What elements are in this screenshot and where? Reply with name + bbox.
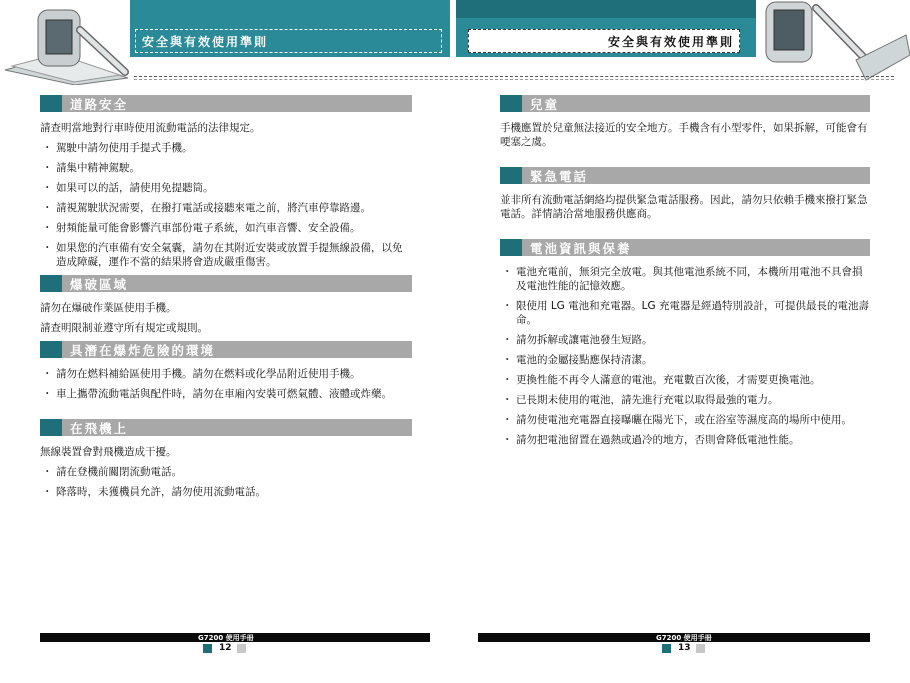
header-band-right-top — [456, 0, 756, 18]
section-header-road-safety — [40, 95, 412, 112]
list-item: ・ 駕駛中請勿使用手提式手機。 — [42, 142, 193, 154]
section-header-explosive-atmosphere — [40, 341, 412, 358]
list-item: ・ 請勿把電池留置在過熱或過冷的地方，否則會降低電池性能。 — [502, 434, 800, 446]
page-number-right: 13 — [678, 643, 691, 653]
section-header-emergency-calls — [500, 167, 870, 184]
list-item: ・ 請勿在燃料補給區使用手機。請勿在燃料或化學品附近使用手機。 — [42, 368, 361, 380]
footer-label-right: G7200 使用手冊 — [656, 634, 712, 642]
paragraph: 手機應置於兒童無法接近的安全地方。手機含有小型零件，如果拆解，可能會有哽塞之虞。 — [500, 122, 868, 148]
paragraph: 請查明限制並遵守所有規定或規則。 — [40, 322, 208, 334]
list-item: ・ 電池的金屬接點應保持清潔。 — [502, 354, 653, 366]
list-item: ・ 已長期未使用的電池，請先進行充電以取得最強的電力。 — [502, 394, 779, 406]
list-item: ・ 如果您的汽車備有安全氣囊，請勿在其附近安裝或放置手提無線設備，以免造成障礙，運作不當的結果將會造成嚴重傷害。 — [42, 242, 403, 268]
paragraph: 請查明當地對行車時使用流動電話的法律規定。 — [40, 122, 261, 134]
list-item: ・ 車上攜帶流動電話與配件時，請勿在車廂內安裝可燃氣體、液體或炸藥。 — [42, 388, 392, 400]
left-page — [40, 95, 412, 505]
page-marker-right-gray — [696, 644, 705, 653]
list-item: ・ 請在登機前關閉流動電話。 — [42, 466, 182, 478]
list-item: ・ 請勿拆解或讓電池發生短路。 — [502, 334, 653, 346]
list-item: ・ 請勿使電池充電器直接曝曬在陽光下，或在浴室等濕度高的場所中使用。 — [502, 414, 852, 426]
header-rule-secondary — [134, 79, 894, 80]
page-marker-left-gray — [237, 644, 246, 653]
phone-illustration-left — [0, 0, 130, 85]
section-header-battery — [500, 239, 870, 256]
list-item: ・ 請集中精神駕駛。 — [42, 162, 140, 174]
page-marker-right — [662, 644, 671, 653]
section-header-blasting-area — [40, 275, 412, 292]
section-title: 爆破區域 — [70, 276, 129, 292]
list-item: ・ 降落時，未獲機員允許，請勿使用流動電話。 — [42, 486, 266, 498]
paragraph: 請勿在爆破作業區使用手機。 — [40, 302, 177, 314]
right-page — [500, 95, 870, 453]
list-item: ・ 請視駕駛狀況需要，在撥打電話或接聽來電之前，將汽車停靠路邊。 — [42, 202, 371, 214]
page-number-left: 12 — [219, 643, 232, 653]
section-title: 電池資訊與保養 — [530, 240, 632, 256]
header-rule — [134, 76, 894, 77]
section-title: 具潛在爆炸危險的環境 — [70, 342, 216, 358]
section-title: 道路安全 — [70, 96, 129, 112]
phone-illustration-right — [756, 0, 910, 85]
list-item: ・ 電池充電前，無須完全放電。與其他電池系統不同，本機所用電池不具會損及電池性能的記憶效應。 — [502, 266, 863, 292]
page-marker-left — [203, 644, 212, 653]
list-item: ・ 更換性能不再令人滿意的電池。充電數百次後，才需要更換電池。 — [502, 374, 821, 386]
section-title: 兒童 — [530, 96, 560, 112]
section-title: 在飛機上 — [70, 420, 129, 436]
section-header-children — [500, 95, 870, 112]
list-item: ・ 限使用 LG 電池和充電器。LG 充電器是經過特別設計，可提供最長的電池壽命。 — [502, 300, 869, 326]
paragraph: 並非所有流動電話網絡均提供緊急電話服務。因此，請勿只依賴手機來撥打緊急電話。詳情請洽當地服務供應商。 — [500, 194, 868, 220]
header-title-right: 安全與有效使用準則 — [608, 35, 735, 49]
section-title: 緊急電話 — [530, 168, 589, 184]
list-item: ・ 如果可以的話，請使用免提聽筒。 — [42, 182, 214, 194]
footer-label-left: G7200 使用手冊 — [198, 634, 254, 642]
paragraph: 無線裝置會對飛機造成干擾。 — [40, 446, 177, 458]
section-header-on-aircraft — [40, 419, 412, 436]
list-item: ・ 射頻能量可能會影響汽車部份電子系統，如汽車音響、安全設備。 — [42, 222, 361, 234]
header-title-left: 安全與有效使用準則 — [142, 35, 269, 49]
